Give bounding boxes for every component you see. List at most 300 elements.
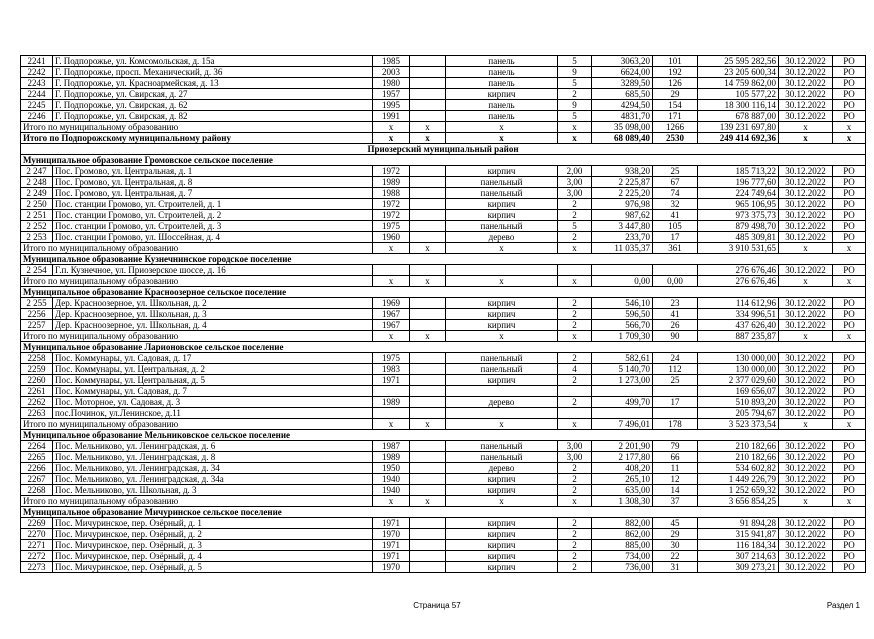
cell-address: Пос. Коммунары, ул. Садовая, д. 17 bbox=[53, 353, 373, 364]
cell-residents: 29 bbox=[653, 89, 698, 100]
cell-area: 4294,50 bbox=[592, 100, 653, 111]
cell-x: х bbox=[833, 496, 866, 507]
cell-x: х bbox=[779, 243, 833, 254]
cell-x: х bbox=[779, 419, 833, 430]
table-row bbox=[21, 529, 866, 540]
cell-residents: 17 bbox=[653, 397, 698, 408]
cell-wall-material: панельный bbox=[446, 221, 558, 232]
cell-residents: 90 bbox=[653, 331, 698, 342]
cell-address: Дер. Красноозерное, ул. Школьная, д. 3 bbox=[53, 309, 373, 320]
cell-residents: 67 bbox=[653, 177, 698, 188]
municipality-heading-row bbox=[21, 507, 866, 518]
cell-residents: 23 bbox=[653, 298, 698, 309]
cell-address: пос.Починок, ул.Ленинское, д.11 bbox=[53, 408, 373, 419]
table-row bbox=[21, 265, 866, 276]
cell-area: 862,00 bbox=[592, 529, 653, 540]
cell-extra bbox=[410, 166, 446, 177]
cell-program: РО bbox=[833, 353, 866, 364]
cell-area: 1 273,00 bbox=[592, 375, 653, 386]
table-row bbox=[21, 518, 866, 529]
cell-area: 5 140,70 bbox=[592, 364, 653, 375]
cell-cost: 3 523 373,54 bbox=[698, 419, 779, 430]
cell-cost: 210 182,66 bbox=[698, 441, 779, 452]
cell-area: 2 225,20 bbox=[592, 188, 653, 199]
cell-residents: 24 bbox=[653, 353, 698, 364]
cell-x: х bbox=[558, 419, 592, 430]
cell-area: 596,50 bbox=[592, 309, 653, 320]
table-row bbox=[21, 56, 866, 67]
table-row bbox=[21, 353, 866, 364]
cell-extra bbox=[410, 474, 446, 485]
table-row bbox=[21, 397, 866, 408]
table-row bbox=[21, 320, 866, 331]
cell-area: 3063,20 bbox=[592, 56, 653, 67]
cell-x: х bbox=[558, 331, 592, 342]
subtotal-row bbox=[21, 496, 866, 507]
table-row bbox=[21, 386, 866, 397]
cell-row-label: Итого по муниципальному образованию bbox=[21, 122, 373, 133]
cell-area bbox=[592, 386, 653, 397]
cell-row-number: 2262 bbox=[21, 397, 53, 408]
cell-wall-material: панель bbox=[446, 67, 558, 78]
cell-extra bbox=[410, 529, 446, 540]
cell-program: РО bbox=[833, 386, 866, 397]
cell-residents: 101 bbox=[653, 56, 698, 67]
cell-row-number: 2244 bbox=[21, 89, 53, 100]
cell-x: х bbox=[446, 419, 558, 430]
cell-area: 885,00 bbox=[592, 540, 653, 551]
cell-build-year: 1988 bbox=[373, 188, 410, 199]
cell-extra bbox=[410, 210, 446, 221]
cell-wall-material: панельный bbox=[446, 353, 558, 364]
cell-residents: 1266 bbox=[653, 122, 698, 133]
table-row bbox=[21, 111, 866, 122]
cell-x: х bbox=[446, 496, 558, 507]
cell-floors: 2 bbox=[558, 89, 592, 100]
cell-address: Г. Подпорожье, ул. Свирская, д. 82 bbox=[53, 111, 373, 122]
district-heading: Приозерский муниципальный район bbox=[21, 144, 866, 155]
cell-deadline: 30.12.2022 bbox=[779, 452, 833, 463]
cell-cost: 276 676,46 bbox=[698, 265, 779, 276]
page-number: Страница 57 bbox=[413, 601, 461, 610]
cell-wall-material: панель bbox=[446, 56, 558, 67]
cell-row-number: 2271 bbox=[21, 540, 53, 551]
cell-deadline: 30.12.2022 bbox=[779, 210, 833, 221]
cell-cost: 965 106,95 bbox=[698, 199, 779, 210]
district-total-row bbox=[21, 133, 866, 144]
cell-residents: 0,00 bbox=[653, 276, 698, 287]
cell-floors: 3,00 bbox=[558, 188, 592, 199]
cell-wall-material: кирпич bbox=[446, 309, 558, 320]
municipality-heading: Муниципальное образование Красноозерное сельское поселение bbox=[21, 287, 866, 298]
cell-x: х bbox=[373, 496, 410, 507]
cell-floors: 2 bbox=[558, 540, 592, 551]
cell-extra bbox=[410, 441, 446, 452]
cell-program: РО bbox=[833, 199, 866, 210]
cell-program: РО bbox=[833, 375, 866, 386]
cell-residents: 26 bbox=[653, 320, 698, 331]
cell-floors: 2 bbox=[558, 353, 592, 364]
cell-deadline: 30.12.2022 bbox=[779, 78, 833, 89]
cell-floors: 2 bbox=[558, 210, 592, 221]
cell-build-year bbox=[373, 265, 410, 276]
cell-wall-material: панельный bbox=[446, 177, 558, 188]
cell-program: РО bbox=[833, 452, 866, 463]
cell-extra bbox=[410, 67, 446, 78]
cell-row-label: Итого по муниципальному образованию bbox=[21, 419, 373, 430]
cell-deadline: 30.12.2022 bbox=[779, 397, 833, 408]
cell-extra bbox=[410, 397, 446, 408]
cell-x: х bbox=[410, 276, 446, 287]
cell-area: 635,00 bbox=[592, 485, 653, 496]
cell-extra bbox=[410, 188, 446, 199]
municipality-heading-row bbox=[21, 342, 866, 353]
cell-x: х bbox=[558, 122, 592, 133]
cell-build-year: 1991 bbox=[373, 111, 410, 122]
table-row bbox=[21, 540, 866, 551]
cell-x: х bbox=[410, 419, 446, 430]
cell-deadline: 30.12.2022 bbox=[779, 56, 833, 67]
cell-x: х bbox=[373, 276, 410, 287]
cell-build-year: 1969 bbox=[373, 298, 410, 309]
cell-program: РО bbox=[833, 485, 866, 496]
cell-residents: 79 bbox=[653, 441, 698, 452]
cell-x: х bbox=[833, 276, 866, 287]
cell-deadline: 30.12.2022 bbox=[779, 320, 833, 331]
housing-register-table bbox=[20, 55, 866, 573]
cell-deadline: 30.12.2022 bbox=[779, 67, 833, 78]
cell-address: Дер. Красноозерное, ул. Школьная, д. 2 bbox=[53, 298, 373, 309]
cell-x: х bbox=[373, 243, 410, 254]
cell-area: 736,00 bbox=[592, 562, 653, 573]
cell-row-label: Итого по муниципальному образованию bbox=[21, 331, 373, 342]
cell-floors: 2 bbox=[558, 551, 592, 562]
table-row bbox=[21, 67, 866, 78]
cell-extra bbox=[410, 89, 446, 100]
cell-floors: 2 bbox=[558, 298, 592, 309]
cell-deadline: 30.12.2022 bbox=[779, 485, 833, 496]
cell-program: РО bbox=[833, 551, 866, 562]
municipality-heading: Муниципальное образование Кузнечнинское городское поселение bbox=[21, 254, 866, 265]
municipality-heading: Муниципальное образование Громовское сельское поселение bbox=[21, 155, 866, 166]
cell-residents: 154 bbox=[653, 100, 698, 111]
cell-address: Пос. Мичуринское, пер. Озёрный, д. 1 bbox=[53, 518, 373, 529]
cell-x: х bbox=[833, 243, 866, 254]
cell-cost: 185 713,22 bbox=[698, 166, 779, 177]
cell-cost: 105 577,22 bbox=[698, 89, 779, 100]
cell-cost: 276 676,46 bbox=[698, 276, 779, 287]
register-table-container bbox=[20, 55, 865, 573]
cell-deadline: 30.12.2022 bbox=[779, 199, 833, 210]
municipality-heading: Муниципальное образование Мичуринское сельское поселение bbox=[21, 507, 866, 518]
cell-floors: 2 bbox=[558, 375, 592, 386]
cell-program: РО bbox=[833, 474, 866, 485]
cell-row-number: 2258 bbox=[21, 353, 53, 364]
cell-floors: 5 bbox=[558, 111, 592, 122]
cell-wall-material: кирпич bbox=[446, 375, 558, 386]
cell-floors: 4 bbox=[558, 364, 592, 375]
cell-area: 976,98 bbox=[592, 199, 653, 210]
cell-wall-material: панель bbox=[446, 111, 558, 122]
cell-cost: 973 375,73 bbox=[698, 210, 779, 221]
table-row bbox=[21, 452, 866, 463]
cell-address: Пос. Мичуринское, пер. Озёрный, д. 4 bbox=[53, 551, 373, 562]
cell-floors: 5 bbox=[558, 56, 592, 67]
cell-deadline: 30.12.2022 bbox=[779, 540, 833, 551]
cell-row-label: Итого по муниципальному образованию bbox=[21, 243, 373, 254]
cell-row-label: Итого по Подпорожскому муниципальному району bbox=[21, 133, 373, 144]
cell-deadline: 30.12.2022 bbox=[779, 408, 833, 419]
cell-x: х bbox=[833, 331, 866, 342]
cell-address: Пос. Мичуринское, пер. Озёрный, д. 2 bbox=[53, 529, 373, 540]
table-row bbox=[21, 199, 866, 210]
cell-address: Пос. Мичуринское, пер. Озёрный, д. 5 bbox=[53, 562, 373, 573]
cell-program: РО bbox=[833, 540, 866, 551]
table-row bbox=[21, 298, 866, 309]
cell-deadline: 30.12.2022 bbox=[779, 551, 833, 562]
cell-area: 582,61 bbox=[592, 353, 653, 364]
table-row bbox=[21, 221, 866, 232]
cell-area: 499,70 bbox=[592, 397, 653, 408]
cell-row-number: 2242 bbox=[21, 67, 53, 78]
cell-wall-material: кирпич bbox=[446, 210, 558, 221]
table-row bbox=[21, 166, 866, 177]
cell-build-year: 1995 bbox=[373, 100, 410, 111]
cell-area: 1 709,30 bbox=[592, 331, 653, 342]
cell-program: РО bbox=[833, 177, 866, 188]
cell-cost: 534 602,82 bbox=[698, 463, 779, 474]
cell-cost: 14 759 862,00 bbox=[698, 78, 779, 89]
cell-program: РО bbox=[833, 298, 866, 309]
cell-extra bbox=[410, 177, 446, 188]
cell-wall-material: панель bbox=[446, 78, 558, 89]
table-row bbox=[21, 474, 866, 485]
cell-residents: 45 bbox=[653, 518, 698, 529]
cell-floors: 2 bbox=[558, 320, 592, 331]
cell-row-number: 2241 bbox=[21, 56, 53, 67]
cell-build-year: 1989 bbox=[373, 397, 410, 408]
cell-build-year: 1989 bbox=[373, 452, 410, 463]
cell-program: РО bbox=[833, 309, 866, 320]
cell-floors: 5 bbox=[558, 78, 592, 89]
cell-wall-material: панель bbox=[446, 100, 558, 111]
cell-residents: 25 bbox=[653, 375, 698, 386]
cell-build-year: 1967 bbox=[373, 309, 410, 320]
cell-extra bbox=[410, 562, 446, 573]
cell-area: 734,00 bbox=[592, 551, 653, 562]
cell-residents: 41 bbox=[653, 210, 698, 221]
cell-floors: 2 bbox=[558, 562, 592, 573]
cell-area: 2 177,80 bbox=[592, 452, 653, 463]
cell-x: х bbox=[779, 496, 833, 507]
table-row bbox=[21, 188, 866, 199]
cell-deadline: 30.12.2022 bbox=[779, 298, 833, 309]
cell-wall-material bbox=[446, 408, 558, 419]
cell-residents bbox=[653, 386, 698, 397]
cell-residents: 25 bbox=[653, 166, 698, 177]
cell-residents: 126 bbox=[653, 78, 698, 89]
cell-area bbox=[592, 408, 653, 419]
cell-cost: 249 414 692,36 bbox=[698, 133, 779, 144]
cell-cost: 2 377 029,60 bbox=[698, 375, 779, 386]
cell-program: РО bbox=[833, 89, 866, 100]
cell-extra bbox=[410, 78, 446, 89]
cell-residents: 30 bbox=[653, 540, 698, 551]
cell-residents: 37 bbox=[653, 496, 698, 507]
cell-row-number: 2256 bbox=[21, 309, 53, 320]
cell-extra bbox=[410, 100, 446, 111]
cell-wall-material: дерево bbox=[446, 232, 558, 243]
cell-x: х bbox=[410, 243, 446, 254]
cell-residents: 31 bbox=[653, 562, 698, 573]
cell-x: х bbox=[779, 122, 833, 133]
cell-floors: 2 bbox=[558, 199, 592, 210]
cell-extra bbox=[410, 540, 446, 551]
cell-area: 2 201,90 bbox=[592, 441, 653, 452]
cell-address: Г. Подпорожье, просп. Механический, д. 36 bbox=[53, 67, 373, 78]
cell-residents: 74 bbox=[653, 188, 698, 199]
cell-extra bbox=[410, 518, 446, 529]
cell-address: Пос. Мичуринское, пер. Озёрный, д. 3 bbox=[53, 540, 373, 551]
cell-x: х bbox=[373, 122, 410, 133]
cell-address: Пос. Громово, ул. Центральная, д. 7 bbox=[53, 188, 373, 199]
cell-program: РО bbox=[833, 463, 866, 474]
cell-build-year bbox=[373, 386, 410, 397]
table-row bbox=[21, 100, 866, 111]
cell-floors: 2 bbox=[558, 474, 592, 485]
table-row bbox=[21, 210, 866, 221]
cell-area: 3 447,80 bbox=[592, 221, 653, 232]
cell-cost: 887 235,87 bbox=[698, 331, 779, 342]
cell-row-number: 2 254 bbox=[21, 265, 53, 276]
cell-build-year: 1987 bbox=[373, 441, 410, 452]
cell-floors: 5 bbox=[558, 221, 592, 232]
cell-deadline: 30.12.2022 bbox=[779, 265, 833, 276]
cell-address: Г. Подпорожье, ул. Свирская, д. 62 bbox=[53, 100, 373, 111]
cell-address: Пос. Коммунары, ул. Центральная, д. 5 bbox=[53, 375, 373, 386]
cell-wall-material bbox=[446, 265, 558, 276]
cell-extra bbox=[410, 221, 446, 232]
cell-address: Пос. станции Громово, ул. Шоссейная, д. 4 bbox=[53, 232, 373, 243]
cell-deadline: 30.12.2022 bbox=[779, 309, 833, 320]
cell-area: 938,20 bbox=[592, 166, 653, 177]
cell-row-number: 2260 bbox=[21, 375, 53, 386]
section-label: Раздел 1 bbox=[826, 601, 860, 610]
cell-floors: 9 bbox=[558, 100, 592, 111]
cell-cost: 196 777,60 bbox=[698, 177, 779, 188]
cell-address: Пос. станции Громово, ул. Строителей, д. 1 bbox=[53, 199, 373, 210]
cell-build-year: 1985 bbox=[373, 56, 410, 67]
cell-cost: 1 252 659,32 bbox=[698, 485, 779, 496]
municipality-heading-row bbox=[21, 155, 866, 166]
cell-address: Пос. Коммунары, ул. Центральная, д. 2 bbox=[53, 364, 373, 375]
table-row bbox=[21, 309, 866, 320]
cell-cost: 307 214,63 bbox=[698, 551, 779, 562]
cell-x: х bbox=[779, 331, 833, 342]
cell-program: РО bbox=[833, 111, 866, 122]
cell-residents: 14 bbox=[653, 485, 698, 496]
cell-area: 233,70 bbox=[592, 232, 653, 243]
cell-floors: 2,00 bbox=[558, 166, 592, 177]
cell-x: х bbox=[446, 122, 558, 133]
cell-row-number: 2 249 bbox=[21, 188, 53, 199]
cell-program: РО bbox=[833, 518, 866, 529]
cell-wall-material: кирпич bbox=[446, 562, 558, 573]
cell-wall-material: кирпич bbox=[446, 199, 558, 210]
cell-extra bbox=[410, 375, 446, 386]
cell-deadline: 30.12.2022 bbox=[779, 353, 833, 364]
cell-row-number: 2264 bbox=[21, 441, 53, 452]
cell-cost: 3 656 854,25 bbox=[698, 496, 779, 507]
cell-extra bbox=[410, 56, 446, 67]
cell-address: Пос. Мельниково, ул. Ленинградская, д. 8 bbox=[53, 452, 373, 463]
cell-build-year bbox=[373, 408, 410, 419]
cell-row-label: Итого по муниципальному образованию bbox=[21, 496, 373, 507]
cell-row-number: 2270 bbox=[21, 529, 53, 540]
cell-floors: 3,00 bbox=[558, 441, 592, 452]
cell-address: Пос. Мельниково, ул. Школьная, д. 3 bbox=[53, 485, 373, 496]
cell-floors bbox=[558, 408, 592, 419]
cell-build-year: 1970 bbox=[373, 529, 410, 540]
cell-residents: 171 bbox=[653, 111, 698, 122]
cell-program: РО bbox=[833, 210, 866, 221]
cell-area: 6624,00 bbox=[592, 67, 653, 78]
cell-address: Г. Подпорожье, ул. Комсомольская, д. 15а bbox=[53, 56, 373, 67]
cell-x: х bbox=[833, 122, 866, 133]
cell-program: РО bbox=[833, 232, 866, 243]
cell-area: 35 098,00 bbox=[592, 122, 653, 133]
cell-area: 7 496,01 bbox=[592, 419, 653, 430]
cell-build-year: 1970 bbox=[373, 562, 410, 573]
cell-cost: 91 894,28 bbox=[698, 518, 779, 529]
cell-cost: 25 595 282,56 bbox=[698, 56, 779, 67]
cell-x: х bbox=[446, 243, 558, 254]
cell-row-number: 2 252 bbox=[21, 221, 53, 232]
cell-area: 265,10 bbox=[592, 474, 653, 485]
cell-residents: 22 bbox=[653, 551, 698, 562]
cell-residents: 105 bbox=[653, 221, 698, 232]
cell-extra bbox=[410, 485, 446, 496]
subtotal-row bbox=[21, 419, 866, 430]
cell-program: РО bbox=[833, 100, 866, 111]
cell-row-number: 2 247 bbox=[21, 166, 53, 177]
table-row bbox=[21, 375, 866, 386]
cell-program: РО bbox=[833, 408, 866, 419]
cell-wall-material: дерево bbox=[446, 463, 558, 474]
cell-row-number: 2 253 bbox=[21, 232, 53, 243]
cell-address: Дер. Красноозерное, ул. Школьная, д. 4 bbox=[53, 320, 373, 331]
cell-deadline: 30.12.2022 bbox=[779, 166, 833, 177]
cell-cost: 23 205 600,34 bbox=[698, 67, 779, 78]
cell-cost: 139 231 697,80 bbox=[698, 122, 779, 133]
cell-deadline: 30.12.2022 bbox=[779, 518, 833, 529]
table-row bbox=[21, 177, 866, 188]
cell-cost: 210 182,66 bbox=[698, 452, 779, 463]
cell-x: х bbox=[779, 133, 833, 144]
table-row bbox=[21, 78, 866, 89]
cell-extra bbox=[410, 408, 446, 419]
cell-floors: 2 bbox=[558, 485, 592, 496]
cell-deadline: 30.12.2022 bbox=[779, 100, 833, 111]
cell-row-number: 2272 bbox=[21, 551, 53, 562]
cell-residents: 11 bbox=[653, 463, 698, 474]
cell-wall-material: кирпич bbox=[446, 298, 558, 309]
cell-build-year: 1971 bbox=[373, 375, 410, 386]
municipality-heading-row bbox=[21, 254, 866, 265]
cell-program: РО bbox=[833, 529, 866, 540]
municipality-heading-row bbox=[21, 287, 866, 298]
cell-x: х bbox=[410, 331, 446, 342]
